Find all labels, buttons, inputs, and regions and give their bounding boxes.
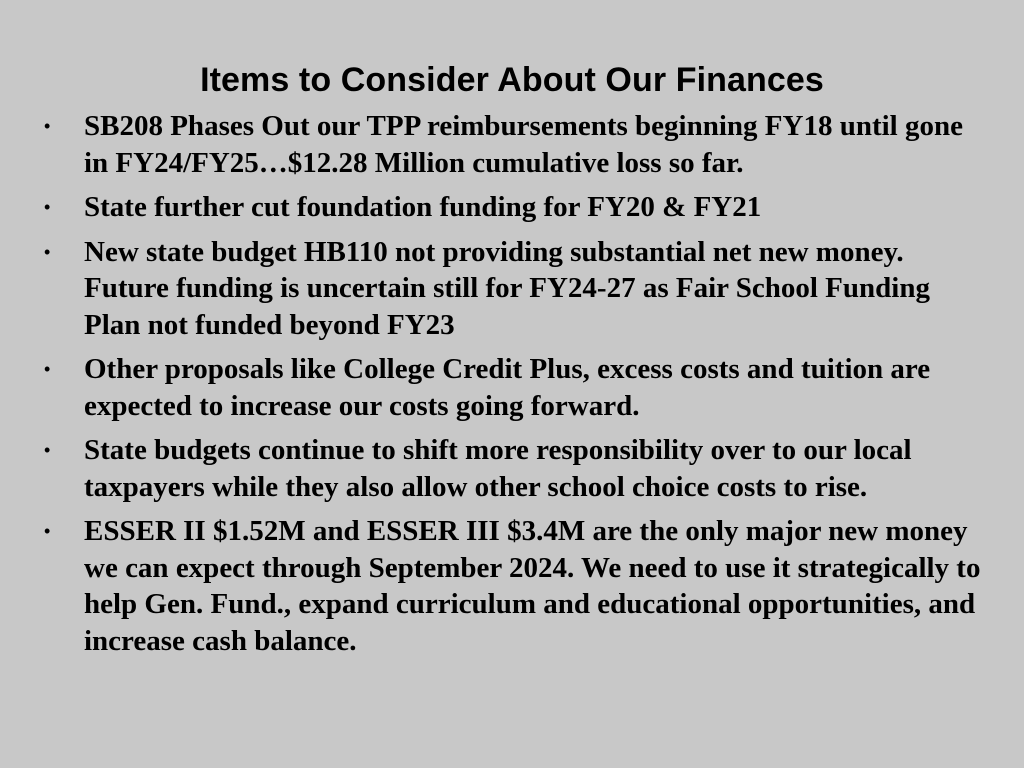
- bullet-item-tpp: [40, 108, 990, 181]
- bullet-text: SB208 Phases Out our TPP reimbursements beginning FY18 until gone in FY24/FY25…$12.28 Million cumulative loss so far.: [84, 110, 963, 179]
- bullet-item-taxpayers: [40, 432, 990, 505]
- bullet-icon: •: [44, 440, 51, 460]
- bullet-item-other-proposals: [40, 351, 990, 424]
- bullet-item-esser: [40, 513, 990, 659]
- bullet-text: State further cut foundation funding for FY20 & FY21: [84, 191, 762, 223]
- bullet-icon: •: [44, 116, 51, 136]
- bullet-icon: •: [44, 241, 51, 262]
- bullet-icon: •: [44, 521, 51, 541]
- bullet-list: [40, 108, 990, 667]
- bullet-text: State budgets continue to shift more responsibility over to our local taxpayers while they also allow other school choice costs to rise.: [84, 434, 912, 503]
- bullet-icon: •: [44, 197, 51, 217]
- slide-title: Items to Consider About Our Finances: [200, 61, 824, 99]
- bullet-item-state-budget: [40, 234, 990, 344]
- bullet-text: New state budget HB110 not providing substantial net new money. Future funding is uncertain still for FY24-27 as Fair School Funding Plan not funded beyond FY23: [84, 235, 930, 341]
- bullet-item-foundation-funding: [40, 189, 990, 226]
- bullet-icon: •: [44, 359, 51, 379]
- bullet-text: ESSER II $1.52M and ESSER III $3.4M are the only major new money we can expect through September 2024. We need to use it strategically to help Gen. Fund., expand curriculum and educational opportunities, and increase cash balance.: [84, 515, 981, 657]
- bullet-text: Other proposals like College Credit Plus, excess costs and tuition are expected to increase our costs going forward.: [84, 353, 931, 422]
